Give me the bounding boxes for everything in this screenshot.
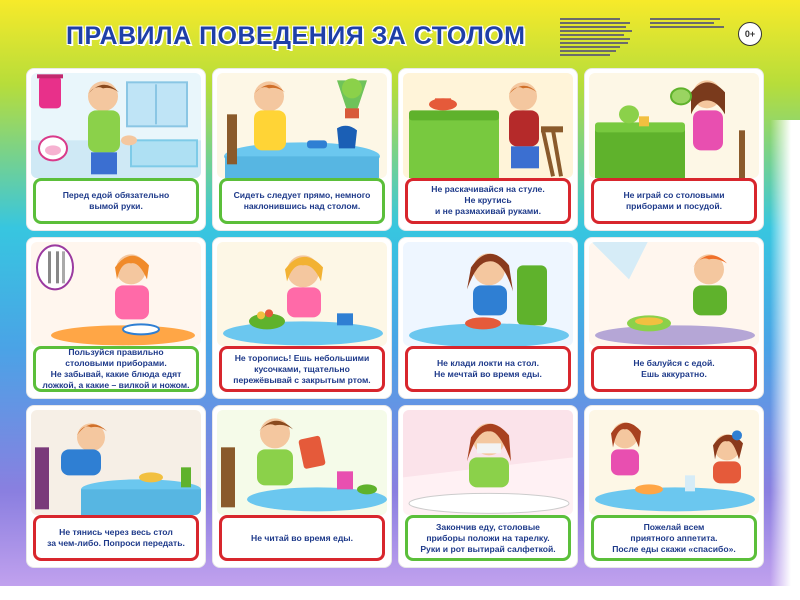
rule-caption xyxy=(33,346,199,392)
rule-caption-line: ложкой, а какие – вилкой и ножом. xyxy=(42,380,190,391)
rule-caption xyxy=(219,178,385,224)
girl-chewing-icon xyxy=(217,242,387,347)
rule-card-no-reaching xyxy=(26,405,206,568)
rule-caption xyxy=(219,515,385,561)
poster-title: ПРАВИЛА ПОВЕДЕНИЯ ЗА СТОЛОМ xyxy=(66,21,526,50)
publisher-imprint xyxy=(560,16,735,60)
rule-caption-line: вымой руки. xyxy=(89,200,143,211)
two-girls-at-table-icon xyxy=(589,410,759,515)
right-edge-fade xyxy=(770,120,800,600)
rule-caption-line: Пользуйся правильно xyxy=(68,347,164,358)
rule-caption xyxy=(591,346,757,392)
rule-caption-line: Закончив еду, столовые xyxy=(436,521,540,532)
age-rating-badge: 0+ xyxy=(738,22,762,46)
boy-sitting-at-table-icon xyxy=(217,73,387,178)
rule-caption xyxy=(405,178,571,224)
rule-caption xyxy=(405,515,571,561)
rule-caption-line: наклонившись над столом. xyxy=(243,200,361,211)
boy-reading-at-table-icon xyxy=(217,410,387,515)
rule-caption-line: за чем-либо. Попроси передать. xyxy=(47,538,185,548)
rule-caption-line: Не клади локти на стол. xyxy=(436,358,540,369)
rule-caption-line: приборами и посудой. xyxy=(625,200,723,211)
rule-card-no-reading xyxy=(212,405,392,568)
rule-caption-line: Сидеть следует прямо, немного xyxy=(233,189,371,200)
boy-washing-hands-icon xyxy=(31,73,201,178)
rule-caption-line: После еды скажи «спасибо». xyxy=(612,543,736,554)
rule-card-no-rocking xyxy=(398,68,578,231)
rule-caption-line: пережёвывай с закрытым ртом. xyxy=(233,374,371,385)
rule-caption-line: Не мечтай во время еды. xyxy=(434,369,542,380)
rule-card-no-playing-dishes xyxy=(584,68,764,231)
bottom-border xyxy=(0,586,800,600)
rule-caption xyxy=(591,515,757,561)
rule-card-use-cutlery xyxy=(26,237,206,400)
rule-caption xyxy=(33,178,199,224)
rule-card-thank-you xyxy=(584,405,764,568)
rule-caption xyxy=(219,346,385,392)
rule-caption-line: Не торопись! Ешь небольшими xyxy=(234,352,370,363)
boy-rocking-chair-icon xyxy=(403,73,573,178)
girl-playing-with-dishes-icon xyxy=(589,73,759,178)
rule-caption-line: приборы положи на тарелку. xyxy=(426,532,550,543)
rule-caption-line: Не балуйся с едой. xyxy=(633,358,715,369)
girl-elbows-on-table-icon xyxy=(403,242,573,347)
rule-caption-line: столовыми приборами. xyxy=(65,358,167,369)
rule-card-no-elbows xyxy=(398,237,578,400)
rule-caption-line: Не играй со столовыми xyxy=(623,189,725,200)
rule-caption-line: приятного аппетита. xyxy=(630,532,718,543)
rule-caption-line: Пожелай всем xyxy=(643,521,705,532)
rule-caption-line: и не размахивай руками. xyxy=(435,206,541,217)
rule-caption-line: Не забывай, какие блюда едят xyxy=(50,369,182,380)
rule-caption-line: Не тянись через весь стол xyxy=(59,527,173,537)
rule-card-napkin xyxy=(398,405,578,568)
rule-caption-line: Не раскачивайся на стуле. xyxy=(431,184,545,195)
boy-playing-with-food-icon xyxy=(589,242,759,347)
rule-caption xyxy=(33,515,199,561)
rule-caption-line: Не читай во время еды. xyxy=(250,532,354,543)
rule-card-dont-hurry xyxy=(212,237,392,400)
rule-caption-line: Ешь аккуратно. xyxy=(641,369,707,380)
rule-caption-line: Не крутись xyxy=(464,195,512,206)
boy-reaching-across-table-icon xyxy=(31,410,201,515)
girl-with-cutlery-icon xyxy=(31,242,201,347)
rule-card-wash-hands xyxy=(26,68,206,231)
rule-caption-line: Перед едой обязательно xyxy=(62,189,170,200)
imprint-text-block-icon xyxy=(560,16,735,60)
rules-grid xyxy=(26,68,764,568)
rule-caption-line: кусочками, тщательно xyxy=(254,363,350,374)
rule-card-sit-straight xyxy=(212,68,392,231)
rule-caption xyxy=(591,178,757,224)
girl-wiping-mouth-icon xyxy=(403,410,573,515)
rule-caption xyxy=(405,346,571,392)
rule-caption-line: Руки и рот вытирай салфеткой. xyxy=(420,543,556,554)
rule-card-no-playing-food xyxy=(584,237,764,400)
